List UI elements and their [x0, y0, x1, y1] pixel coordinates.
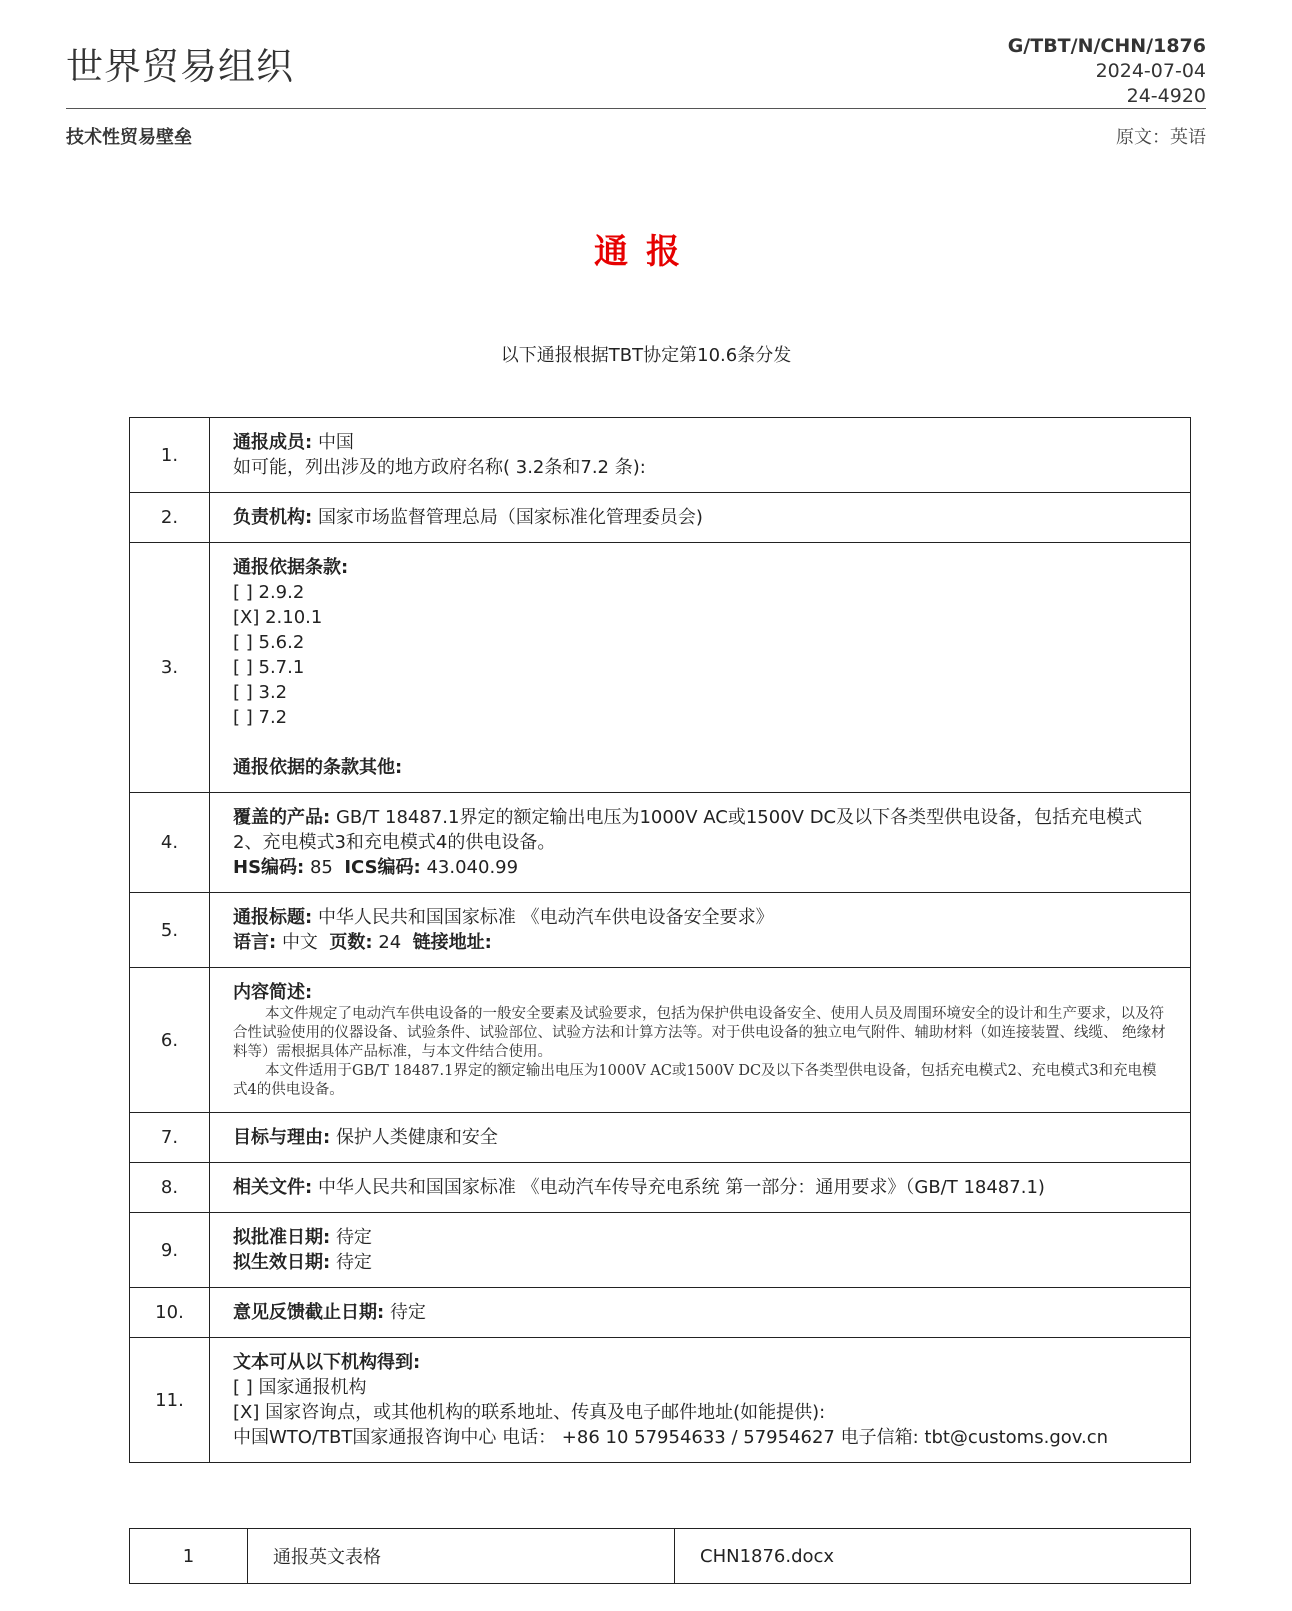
ics-label: ICS编码:	[344, 857, 421, 878]
field-label: 拟生效日期:	[233, 1252, 331, 1273]
table-row	[130, 1338, 1191, 1463]
option-item: [ ] 3.2	[233, 682, 288, 703]
field-value: 中华人民共和国国家标准 《电动汽车供电设备安全要求》	[317, 907, 774, 928]
table-row	[130, 793, 1191, 893]
field-value: GB/T 18487.1界定的额定输出电压为1000V AC或1500V DC及以下各类型供电设备，包括充电模式2、充电模式3和充电模式4的供电设备。	[233, 807, 1143, 853]
table-row	[130, 893, 1191, 968]
document-number: 24-4920	[1126, 85, 1206, 107]
option-item: [X] 国家咨询点，或其他机构的联系地址、传真及电子邮件地址(如能提供):	[233, 1402, 826, 1423]
field-label: 负责机构:	[233, 507, 313, 528]
pages-value: 24	[378, 932, 402, 953]
option-item: [ ] 7.2	[233, 707, 288, 728]
option-item: [ ] 国家通报机构	[233, 1377, 367, 1398]
row-number: 6.	[130, 968, 210, 1113]
row-content	[210, 1113, 1191, 1163]
table-row	[130, 418, 1191, 493]
table-row	[130, 1213, 1191, 1288]
field-label: 相关文件:	[233, 1177, 313, 1198]
option-item: [ ] 2.9.2	[233, 582, 305, 603]
field-value: 中华人民共和国国家标准 《电动汽车传导充电系统 第一部分：通用要求》（GB/T 18487.1)	[317, 1177, 1045, 1198]
description-paragraph: 本文件规定了电动汽车供电设备的一般安全要素及试验要求，包括为保护供电设备安全、使用人员及周围环境安全的设计和生产要求，以及符合性试验使用的仪器设备、试验条件、试验部位、试验方法和计算方法等。对于供电设备的独立电气附件、辅助材料（如连接装置、线缆、 绝缘材料等）需根据具体产品标准，与本文件结合使用。	[233, 1006, 1166, 1060]
attachment-file-link[interactable]: CHN1876.docx	[675, 1529, 1191, 1584]
document-reference	[1008, 34, 1206, 109]
field-label: 目标与理由:	[233, 1127, 331, 1148]
table-row	[130, 543, 1191, 793]
link-label: 链接地址:	[412, 932, 492, 953]
notification-table	[129, 417, 1191, 1463]
field-note: 如可能，列出涉及的地方政府名称( 3.2条和7.2 条):	[233, 457, 646, 478]
row-number: 8.	[130, 1163, 210, 1213]
organization-name: 世界贸易组织	[66, 45, 294, 88]
original-language: 原文：英语	[1116, 127, 1206, 148]
ics-value: 43.040.99	[426, 857, 519, 878]
field-label: 意见反馈截止日期:	[233, 1302, 385, 1323]
option-item: [X] 2.10.1	[233, 607, 323, 628]
description-text	[233, 1005, 1170, 1100]
field-label: 通报成员:	[233, 432, 313, 453]
field-label: 内容简述:	[233, 982, 313, 1003]
row-number: 5.	[130, 893, 210, 968]
field-value: 待定	[335, 1227, 372, 1248]
page-subtitle: 以下通报根据TBT协定第10.6条分发	[500, 345, 792, 366]
row-content	[210, 893, 1191, 968]
row-number: 1.	[130, 418, 210, 493]
language-value: 中文	[281, 932, 318, 953]
field-value: 保护人类健康和安全	[335, 1127, 498, 1148]
attachment-name: 通报英文表格	[248, 1529, 675, 1584]
header-divider	[66, 108, 1206, 109]
row-number: 11.	[130, 1338, 210, 1463]
field-value: 中国	[317, 432, 354, 453]
hs-value: 85	[309, 857, 333, 878]
option-item: [ ] 5.7.1	[233, 657, 305, 678]
field-label: 拟批准日期:	[233, 1227, 331, 1248]
field-label: 通报依据条款:	[233, 557, 349, 578]
row-content	[210, 1338, 1191, 1463]
table-row	[130, 1113, 1191, 1163]
spacer	[233, 730, 1170, 755]
row-content	[210, 1288, 1191, 1338]
attachment-row	[130, 1529, 1191, 1584]
page-title: 通报	[594, 232, 698, 272]
table-row	[130, 1288, 1191, 1338]
row-number: 4.	[130, 793, 210, 893]
row-number: 10.	[130, 1288, 210, 1338]
row-number: 7.	[130, 1113, 210, 1163]
document-date: 2024-07-04	[1095, 60, 1206, 82]
row-number: 9.	[130, 1213, 210, 1288]
field-value: 待定	[335, 1252, 372, 1273]
committee-name: 技术性贸易壁垒	[66, 127, 192, 148]
row-content	[210, 543, 1191, 793]
field-label: 通报标题:	[233, 907, 313, 928]
row-content	[210, 968, 1191, 1113]
row-content	[210, 418, 1191, 493]
row-number: 3.	[130, 543, 210, 793]
attachment-index: 1	[130, 1529, 248, 1584]
row-number: 2.	[130, 493, 210, 543]
language-label: 语言:	[233, 932, 277, 953]
row-content	[210, 493, 1191, 543]
pages-label: 页数:	[329, 932, 373, 953]
field-value: 待定	[389, 1302, 426, 1323]
description-paragraph: 本文件适用于GB/T 18487.1界定的额定输出电压为1000V AC或1500V DC及以下各类型供电设备，包括充电模式2、充电模式3和充电模式4的供电设备。	[233, 1063, 1157, 1098]
field-label: 文本可从以下机构得到:	[233, 1352, 421, 1373]
row-content	[210, 793, 1191, 893]
table-row	[130, 493, 1191, 543]
field-label: 通报依据的条款其他:	[233, 757, 403, 778]
contact-info: 中国WTO/TBT国家通报咨询中心 电话： +86 10 57954633 / 57954627 电子信箱: tbt@customs.gov.cn	[233, 1427, 1109, 1448]
option-item: [ ] 5.6.2	[233, 632, 305, 653]
field-label: 覆盖的产品:	[233, 807, 331, 828]
document-symbol: G/TBT/N/CHN/1876	[1007, 35, 1206, 57]
row-content	[210, 1213, 1191, 1288]
table-row	[130, 968, 1191, 1113]
attachment-table	[129, 1528, 1191, 1584]
table-row	[130, 1163, 1191, 1213]
field-value: 国家市场监督管理总局（国家标准化管理委员会)	[317, 507, 703, 528]
hs-label: HS编码:	[233, 857, 305, 878]
row-content	[210, 1163, 1191, 1213]
